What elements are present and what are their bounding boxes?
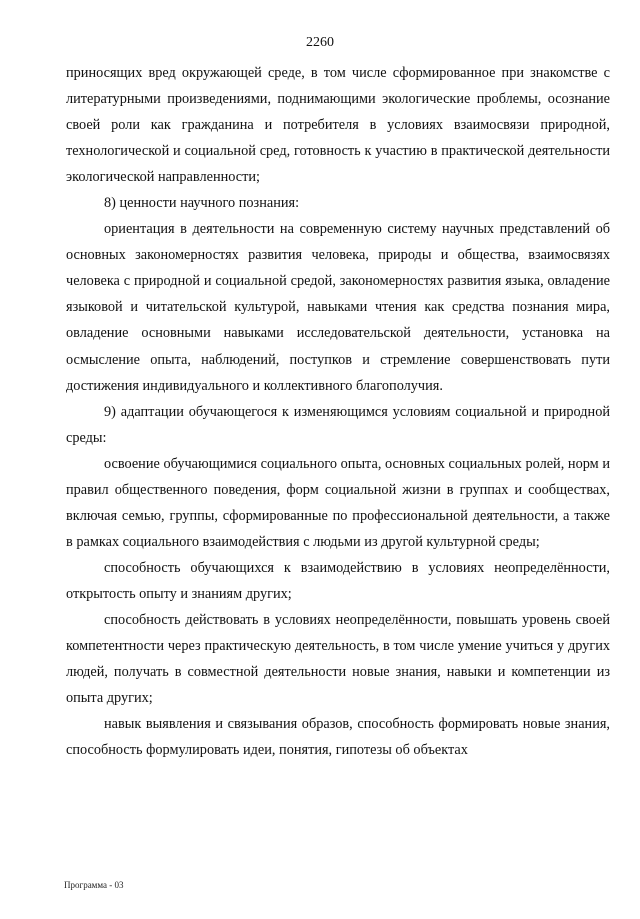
paragraph-social-experience: освоение обучающимися социального опыта, основных социальных ролей, норм и правил общественного поведения, форм социальной жизни в группах и сообществах, включая семью, группы, сформированные по профессиональной деятельности, а также в рамках социального взаимодействия с людьми из другой культурной среды; xyxy=(66,455,610,550)
paragraph-images-ideas: навык выявления и связывания образов, способность формировать новые знания, способность формулировать идеи, понятия, гипотезы об объектах xyxy=(66,716,610,759)
paragraph-act-uncertainty: способность действовать в условиях неопределённости, повышать уровень своей компетентности через практическую деятельность, в том числе умение учиться у других людей, получать в совместной деятельности новые знания, навыки и компетенции из опыта других; xyxy=(66,611,610,707)
paragraph-interaction-uncertainty: способность обучающихся к взаимодействию в условиях неопределённости, открытость опыту и знаниям других; xyxy=(66,559,610,602)
page-footer: Программа - 03 xyxy=(64,880,124,890)
paragraph-heading-adaptation: 9) адаптации обучающегося к изменяющимся условиям социальной и природной среды: xyxy=(66,403,610,446)
paragraph-heading-scientific-knowledge: 8) ценности научного познания: xyxy=(104,195,300,212)
page-body xyxy=(66,60,610,763)
paragraph-ecology-continuation: приносящих вред окружающей среде, в том числе сформированное при знакомстве с литературными произведениями, поднимающими экологические проблемы, осознание своей роли как гражданина и потребителя в условиях взаимосвязи природной, технологической и социальной сред, готовность к участию в практической деятельности экологической направленности; xyxy=(66,65,610,186)
paragraph-scientific-orientation: ориентация в деятельности на современную систему научных представлений об основных закономерностях развития человека, природы и общества, взаимосвязях человека с природной и социальной средой, закономерностях развития языка, овладение языковой и читательской культурой, навыками чтения как средства познания мира, овладение основными навыками исследовательской деятельности, установка на осмысление опыта, наблюдений, поступков и стремление совершенствовать пути достижения индивидуального и коллективного благополучия. xyxy=(66,221,610,394)
page-number: 2260 xyxy=(306,35,334,50)
